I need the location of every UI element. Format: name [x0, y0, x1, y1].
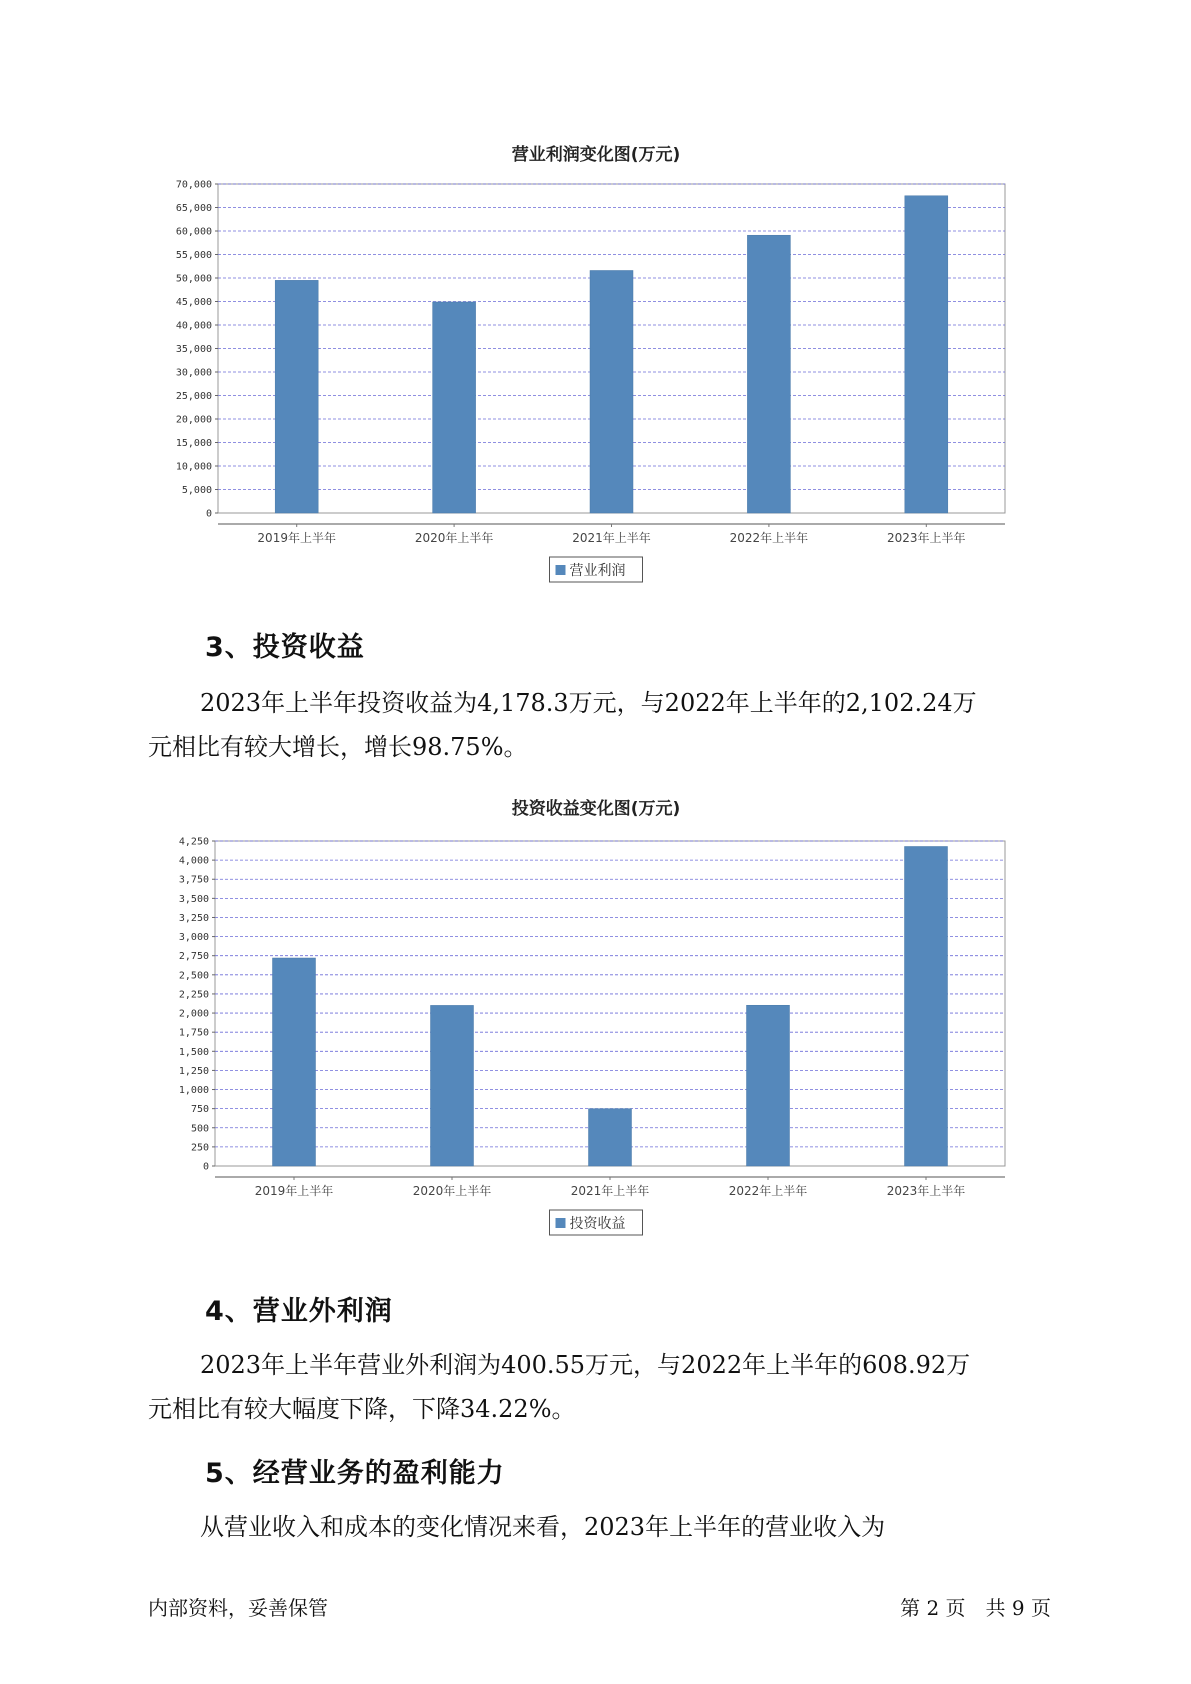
y-tick-label: 2,500: [178, 970, 209, 982]
y-tick-label: 5,000: [181, 485, 212, 496]
x-category-label: 2022年上半年: [729, 531, 809, 545]
bar: [905, 846, 948, 1166]
bar: [273, 958, 316, 1166]
section-heading-3: 3、投资收益: [205, 632, 365, 663]
paragraph-line: 元相比有较大增长，增长98.75%。: [148, 733, 528, 761]
footer-page-number: 第 2 页 共 9 页: [900, 1596, 1051, 1620]
y-tick-label: 45,000: [175, 297, 212, 308]
y-tick-label: 2,750: [178, 951, 209, 963]
section-heading-5: 5、经营业务的盈利能力: [205, 1458, 505, 1489]
y-tick-label: 25,000: [175, 391, 212, 402]
y-tick-label: 60,000: [175, 226, 212, 238]
x-category-label: 2023年上半年: [887, 531, 966, 545]
paragraph-line: 元相比有较大幅度下降，下降34.22%。: [148, 1395, 576, 1423]
section-paragraph-5: [148, 1505, 1068, 1549]
bar: [589, 1109, 632, 1166]
section-heading-4: 4、营业外利润: [205, 1296, 393, 1327]
chart-title: 营业利润变化图(万元): [511, 145, 681, 165]
legend-label: 投资收益: [569, 1216, 626, 1232]
paragraph-line: 从营业收入和成本的变化情况来看，2023年上半年的营业收入为: [200, 1513, 886, 1541]
x-category-label: 2019年上半年: [254, 1184, 334, 1198]
chart-title: 投资收益变化图(万元): [511, 799, 681, 819]
y-tick-label: 20,000: [175, 414, 212, 426]
x-category-label: 2021年上半年: [572, 531, 651, 545]
footer-confidential-note: 内部资料，妥善保管: [148, 1596, 328, 1620]
y-tick-label: 1,500: [178, 1046, 209, 1058]
x-category-label: 2022年上半年: [728, 1184, 808, 1198]
section-paragraph-3: [148, 681, 1068, 769]
y-tick-label: 250: [190, 1142, 209, 1154]
y-tick-label: 30,000: [175, 367, 212, 379]
y-tick-label: 3,250: [178, 912, 209, 924]
x-category-label: 2020年上半年: [414, 531, 494, 545]
y-tick-label: 15,000: [175, 438, 212, 449]
y-tick-label: 2,000: [178, 1008, 209, 1020]
y-tick-label: 3,500: [178, 893, 209, 905]
y-tick-label: 65,000: [175, 203, 212, 214]
x-category-label: 2019年上半年: [257, 531, 336, 545]
y-tick-label: 500: [190, 1123, 209, 1135]
y-tick-label: 70,000: [175, 179, 212, 191]
y-tick-label: 50,000: [175, 273, 212, 285]
paragraph-line: 2023年上半年投资收益为4,178.3万元，与2022年上半年的2,102.24万: [200, 689, 977, 717]
y-tick-label: 4,000: [178, 855, 209, 867]
y-tick-label: 1,250: [178, 1065, 209, 1077]
y-tick-label: 35,000: [175, 344, 212, 355]
bar: [431, 1005, 474, 1166]
y-tick-label: 3,750: [178, 874, 209, 886]
y-tick-label: 55,000: [175, 250, 212, 261]
y-tick-label: 750: [190, 1104, 209, 1116]
legend-swatch: [556, 1218, 566, 1228]
y-tick-label: 0: [205, 508, 212, 520]
y-tick-label: 1,750: [178, 1027, 209, 1039]
y-tick-label: 2,250: [178, 989, 209, 1001]
y-tick-label: 40,000: [175, 320, 212, 332]
x-category-label: 2021年上半年: [570, 1184, 650, 1198]
bar: [747, 1005, 790, 1166]
y-tick-label: 0: [202, 1161, 209, 1173]
y-tick-label: 4,250: [178, 836, 209, 848]
y-tick-label: 3,000: [178, 932, 209, 944]
x-category-label: 2020年上半年: [412, 1184, 492, 1198]
x-category-label: 2023年上半年: [886, 1184, 966, 1198]
y-tick-label: 10,000: [175, 461, 212, 473]
paragraph-line: 2023年上半年营业外利润为400.55万元，与2022年上半年的608.92万: [200, 1351, 971, 1379]
y-tick-label: 1,000: [178, 1085, 209, 1097]
section-paragraph-4: [148, 1343, 1068, 1431]
legend-label: 营业利润: [569, 563, 626, 579]
